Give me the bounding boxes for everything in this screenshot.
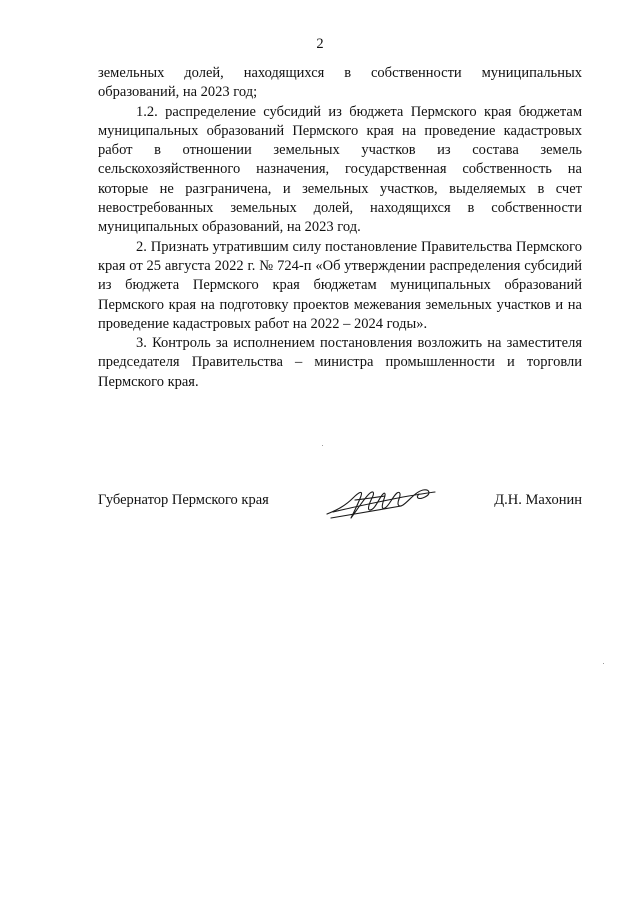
paragraph-item-1-2: 1.2. распределение субсидий из бюджета Пермского края бюджетам муниципальных образований Пермского края на проведение кадастровых работ в отношении земельных участков из состава земель сельскохозяйственного назначения, государственная собственность на которые не разграничена, и земельных участков, выделяемых в счет невостребованных земельных долей, находящихся в собственности муниципальных образований, на 2023 год. xyxy=(98,103,582,236)
scan-speck xyxy=(603,663,604,664)
signature-block xyxy=(98,480,582,530)
handwritten-signature xyxy=(323,480,438,524)
document-body xyxy=(98,64,582,392)
paragraph-continuation: земельных долей, находящихся в собственности муниципальных образований, на 2023 год; xyxy=(98,65,582,101)
scan-speck xyxy=(322,445,323,446)
page-number: 2 xyxy=(316,36,324,52)
paragraph-item-3: 3. Контроль за исполнением постановления возложить на заместителя председателя Правительства – министра промышленности и торговли Пермского края. xyxy=(98,335,582,390)
signatory-name: Д.Н. Махонин xyxy=(494,492,582,508)
paragraph-item-2: 2. Признать утратившим силу постановление Правительства Пермского края от 25 августа 2022 г. № 724-п «Об утверждении распределения субсидий из бюджета Пермского края бюджетам муниципальных образований Пермского края на подготовку проектов межевания земельных участков и на проведение кадастровых работ на 2022 – 2024 годы». xyxy=(98,238,582,332)
signatory-position: Губернатор Пермского края xyxy=(98,492,269,508)
